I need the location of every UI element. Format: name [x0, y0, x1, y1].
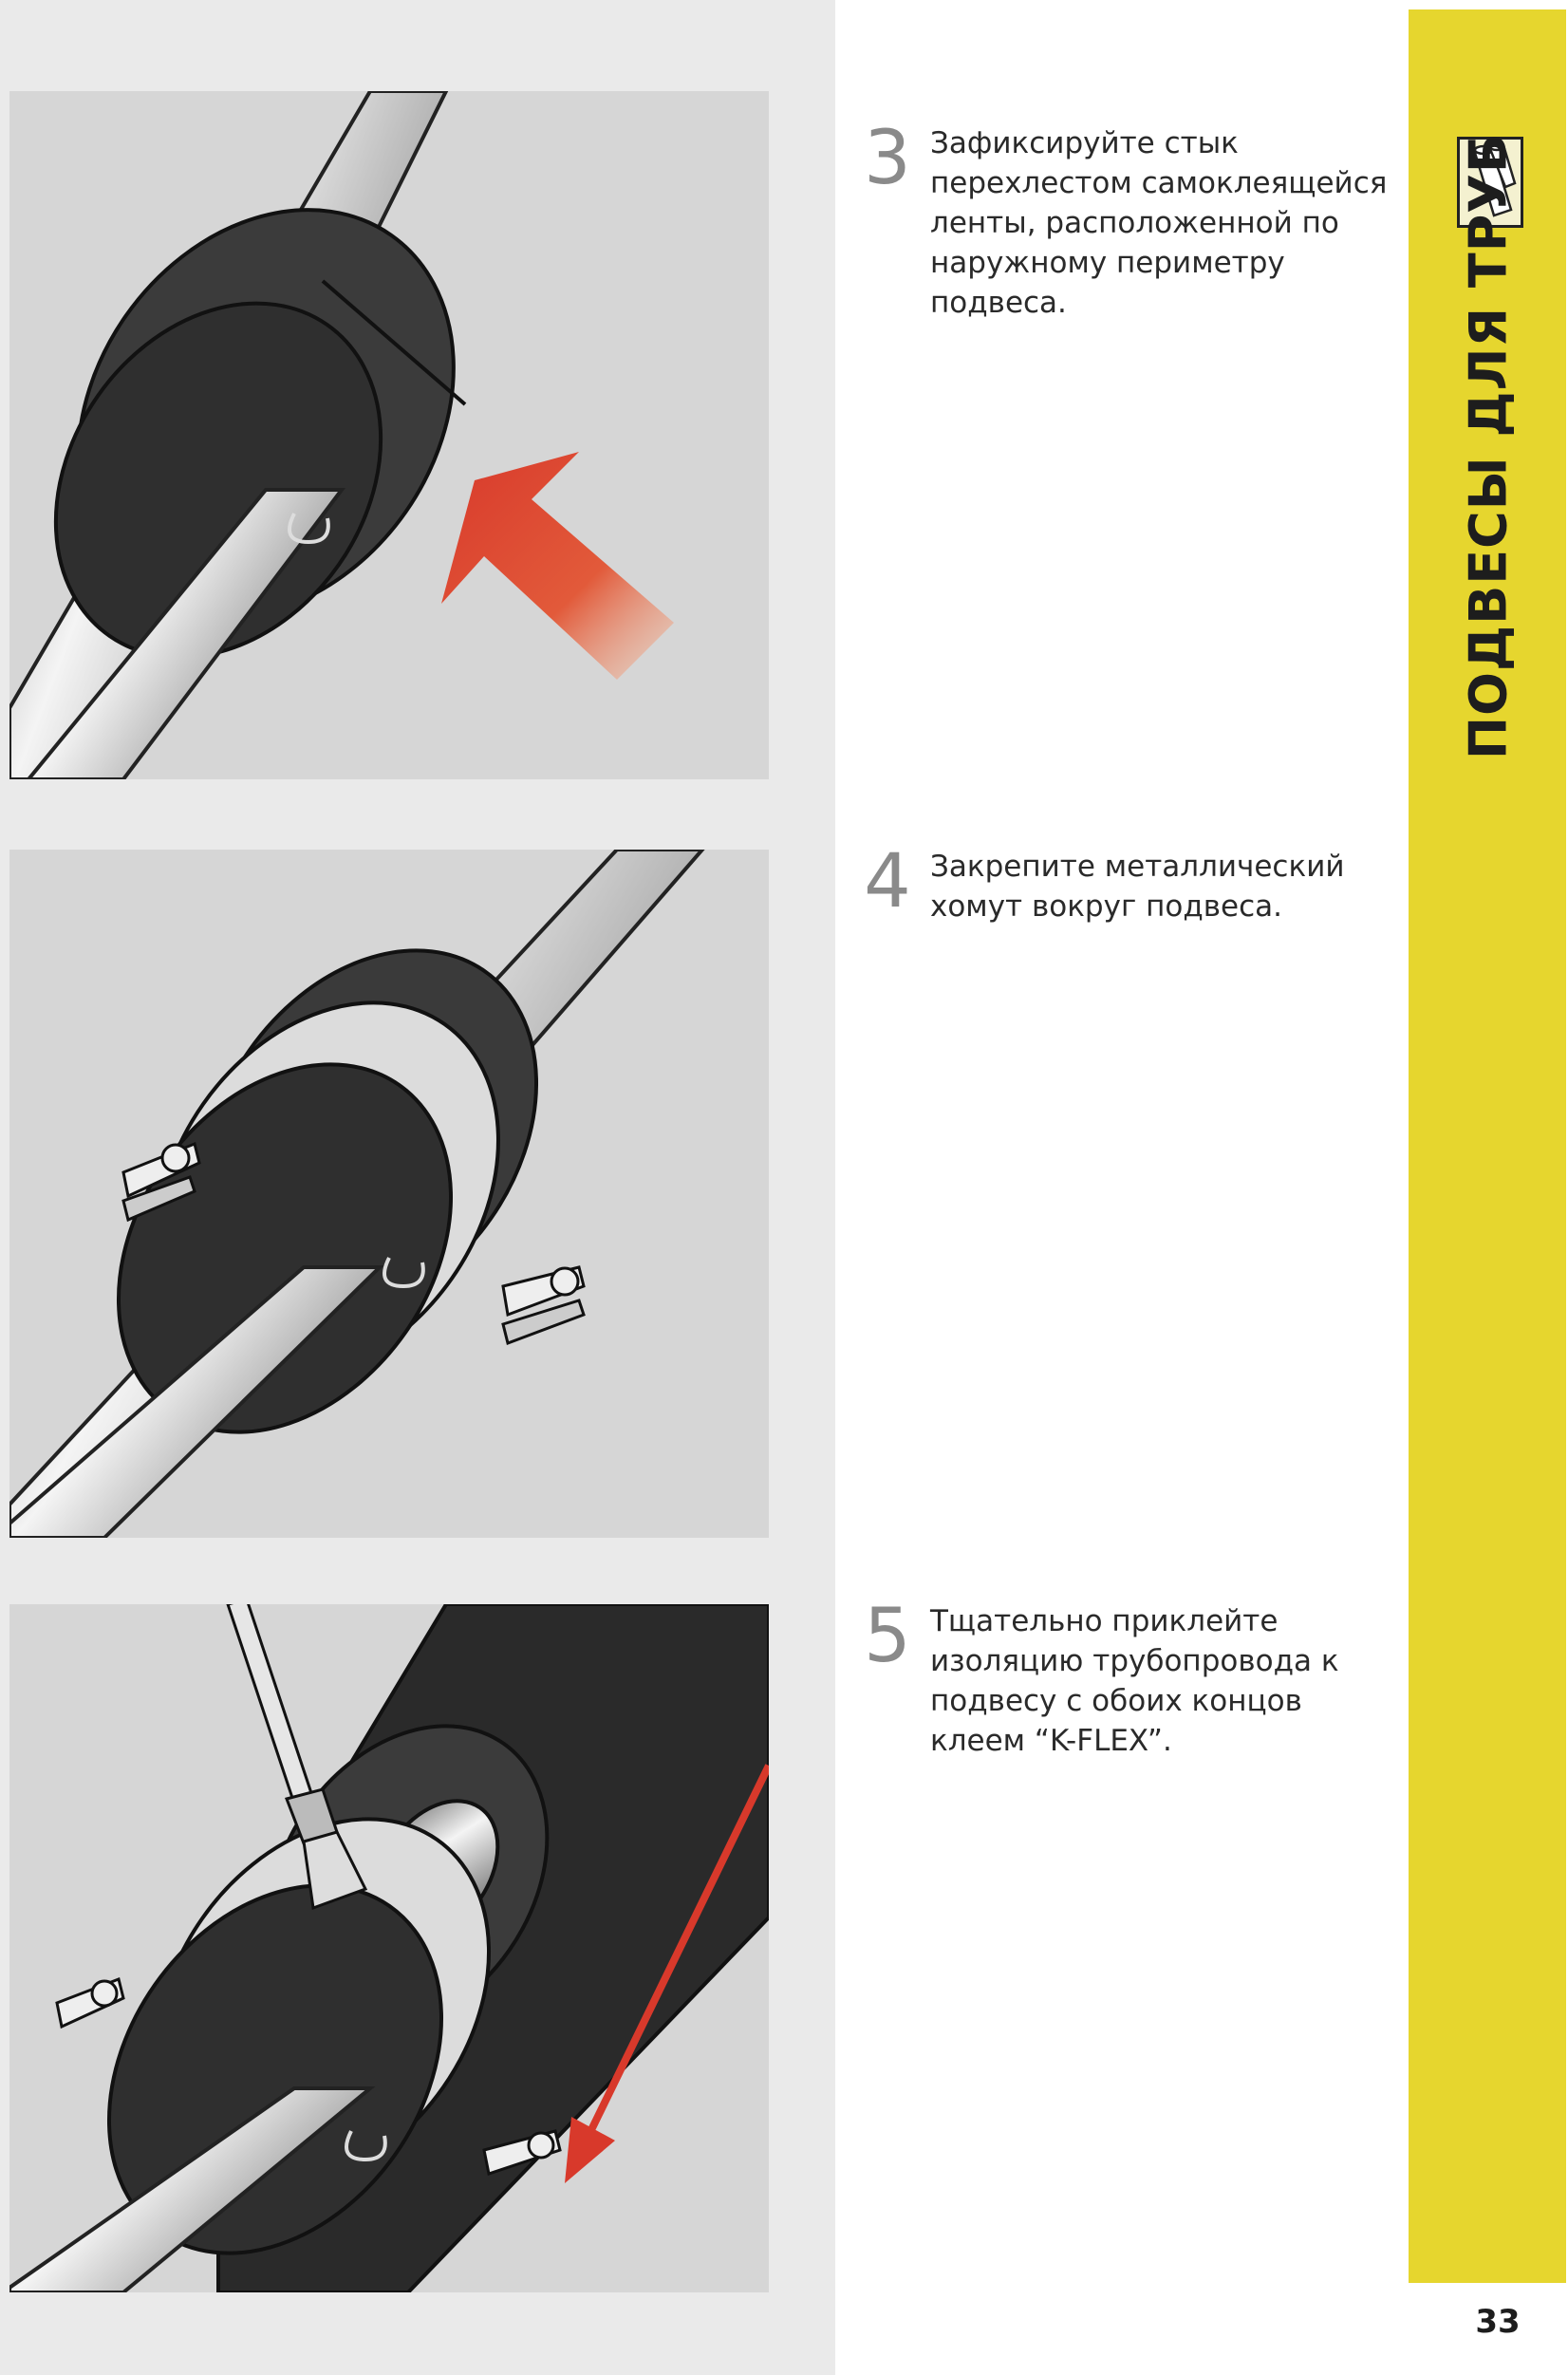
step-number: 4 [864, 839, 911, 925]
illustration-step-5 [9, 1604, 769, 2292]
section-title: ПОДВЕСЫ ДЛЯ ТРУБ [1458, 132, 1519, 760]
red-arrow-icon [441, 452, 674, 680]
step-instruction: Тщательно приклейте изоляцию трубопровода к подвесу с обоих концов клеем “K-FLEX”. [930, 1604, 1339, 1758]
step-instruction: Зафиксируйте стык перехлестом самоклеящейся ленты, расположенной по наружному периметру подвеса. [930, 126, 1388, 320]
step-number: 3 [864, 116, 911, 201]
page-number: 33 [1475, 2303, 1521, 2341]
illustration-step-4 [9, 850, 769, 1538]
clamp-bolt-right [503, 1267, 584, 1343]
pipe-hanger-tape-illustration [9, 91, 769, 779]
step-number: 5 [864, 1594, 911, 1679]
step-instruction: Закрепите металлический хомут вокруг подвеса. [930, 850, 1345, 924]
illustration-step-3 [9, 91, 769, 779]
pipe-hanger-glue-illustration [9, 1604, 769, 2292]
pipe-hanger-clamp-illustration [9, 850, 769, 1538]
